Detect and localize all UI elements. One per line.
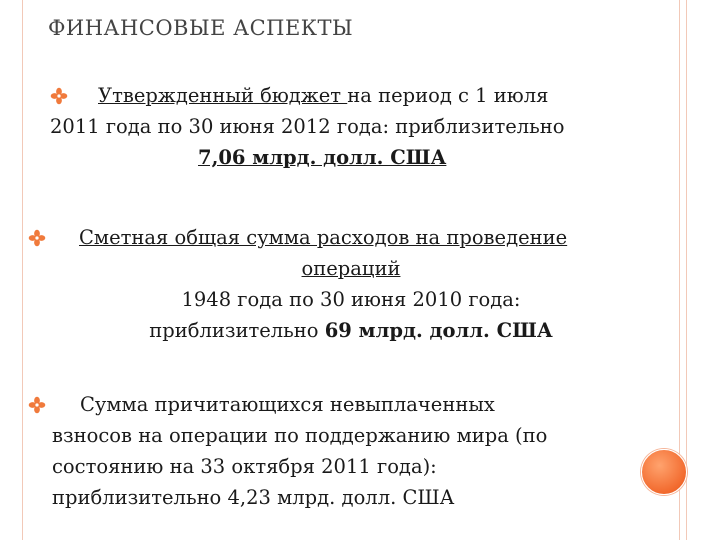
estimated-expenses-label: Сметная общая сумма расходов на проведение <box>79 226 568 249</box>
outstanding-contributions-line2: взносов на операции по поддержанию мира (по <box>52 424 548 447</box>
outstanding-contributions-line3: состоянию на 33 октября 2011 года): <box>52 455 437 478</box>
outstanding-contributions-amount: приблизительно 4,23 млрд. долл. США <box>52 486 455 509</box>
slide-frame-right-line-outer <box>686 0 687 540</box>
approved-budget-label: Утвержденный бюджет <box>98 84 348 107</box>
bullet-item-approved-budget <box>50 80 650 173</box>
four-leaf-flower-icon <box>28 396 46 414</box>
approved-budget-line2: 2011 года по 30 июня 2012 года: приблизительно <box>50 115 565 138</box>
estimated-expenses-label-cont: операций <box>301 257 401 280</box>
bullet-item-outstanding-contributions <box>52 389 652 513</box>
estimated-expenses-amount: 69 млрд. долл. США <box>324 319 553 342</box>
outstanding-contributions-line1: Сумма причитающихся невыплаченных <box>80 393 495 416</box>
approved-budget-period: на период с 1 июля <box>347 84 549 107</box>
approved-budget-amount: 7,06 млрд. долл. США <box>198 146 447 169</box>
bullet-item-estimated-expenses <box>55 222 647 346</box>
slide-frame-left-line <box>22 0 23 540</box>
slide-title: ФИНАНСОВЫЕ АСПЕКТЫ <box>48 16 354 40</box>
four-leaf-flower-icon <box>28 229 46 247</box>
estimated-expenses-prefix: приблизительно <box>149 319 325 342</box>
estimated-expenses-period: 1948 года по 30 июня 2010 года: <box>181 288 521 311</box>
